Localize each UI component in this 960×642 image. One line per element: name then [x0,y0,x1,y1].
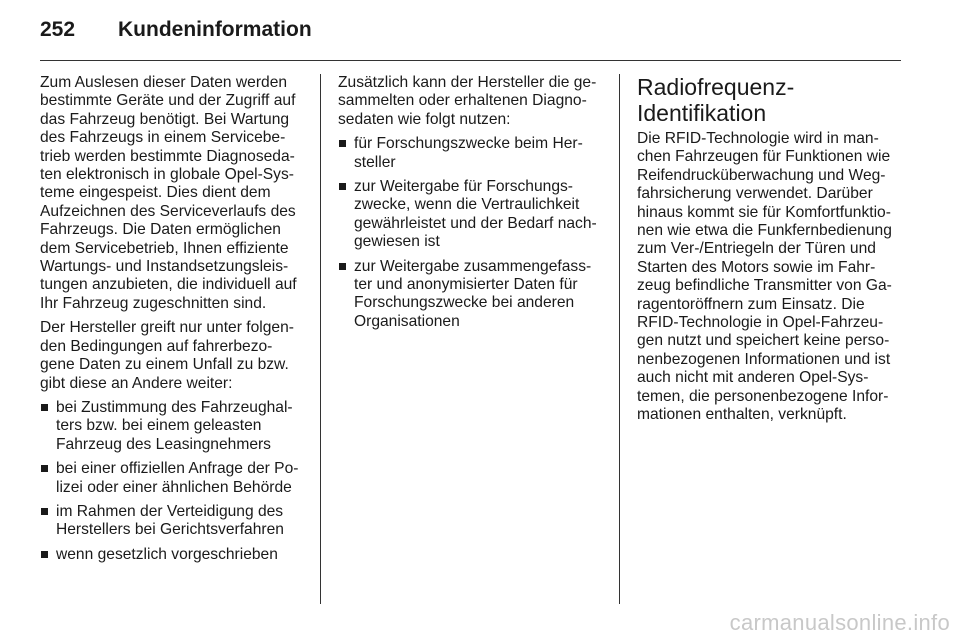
text-line: Fahrzeugs. Die Daten ermöglichen [40,221,281,239]
paragraph [338,74,606,129]
text-line: trieb werden bestimmte Diagnoseda- [40,147,295,165]
paragraph [637,130,905,425]
list-item [40,460,308,497]
text-line: Zum Auslesen dieser Daten werden [40,74,288,91]
text-line: nenbezogenen Informationen und ist [637,350,891,368]
text-line: tungen anzubieten, die individuell auf [40,276,297,294]
text-line: dem Servicebetrieb, Ihnen effiziente [40,239,289,257]
text-line: lizei oder einer ähnlichen Behörde [56,478,292,496]
list-item [40,503,308,540]
square-bullet-icon [41,465,48,472]
text-line: des Fahrzeugs in einem Servicebe- [40,129,286,147]
text-line: zum Ver-/Entriegeln der Türen und [637,240,876,258]
text-line: Forschungszwecke bei anderen [354,294,575,312]
text-line: Fahrzeug des Leasingnehmers [56,435,271,453]
list-item [338,258,606,332]
text-line: Aufzeichnen des Serviceverlaufs des [40,202,296,220]
text-line: den Bedingungen auf fahrerbezo- [40,337,273,355]
text-line: gene Daten zu einem Unfall zu bzw. [40,356,289,374]
page-title: Kundeninformation [118,18,312,41]
text-line: nen wie etwa die Funkfernbedienung [637,222,892,240]
text-line: sammelten oder erhaltenen Diagno- [338,92,587,110]
square-bullet-icon [41,551,48,558]
list-item [40,546,308,564]
text-line: gewiesen ist [354,233,440,251]
heading-line: Radiofrequenz- [637,74,795,100]
text-line: teme eingespeist. Dies dient dem [40,184,271,202]
text-line: Organisationen [354,312,460,330]
square-bullet-icon [339,263,346,270]
text-line: mationen enthalten, verknüpft. [637,406,847,424]
list-item [338,135,606,172]
square-bullet-icon [41,404,48,411]
column-3 [637,74,905,431]
text-line: zwecke, wenn die Vertraulichkeit [354,196,580,214]
text-line: ten elektronisch in globale Opel-Sys- [40,166,294,184]
text-line: bestimmte Geräte und der Zugriff auf [40,92,296,110]
square-bullet-icon [339,140,346,147]
column-2 [338,74,606,337]
text-line: Zusätzlich kann der Hersteller die ge- [338,74,597,91]
text-line: Herstellers bei Gerichtsverfahren [56,521,284,539]
text-line: gibt diese an Andere weiter: [40,374,233,392]
text-line: zur Weitergabe für Forschungs- [354,178,573,196]
text-line: das Fahrzeug benötigt. Bei Wartung [40,110,290,128]
paragraph [40,319,308,393]
text-line: bei Zustimmung des Fahrzeughal- [56,398,293,416]
text-line: steller [354,153,396,171]
page-number: 252 [40,18,76,41]
column-divider [320,74,321,604]
text-line: zur Weitergabe zusammengefass- [354,257,592,275]
square-bullet-icon [339,183,346,190]
text-line: temen, die personenbezogene Infor- [637,387,889,405]
text-line: Ihr Fahrzeug zugeschnitten sind. [40,294,267,312]
text-line: ter und anonymisierter Daten für [354,276,578,294]
text-line: auch nicht mit anderen Opel-Sys- [637,369,869,387]
text-line: gen nutzt und speichert keine perso- [637,332,890,350]
header-rule [40,60,901,61]
text-line: Der Hersteller greift nur unter folgen- [40,319,294,337]
square-bullet-icon [41,508,48,515]
text-line: Wartungs- und Instandsetzungsleis- [40,258,289,276]
text-line: gewährleistet und der Bedarf nach- [354,214,597,232]
column-1 [40,74,308,570]
text-line: hinaus kommt sie für Komfortfunktio- [637,203,891,221]
list-item [338,178,606,252]
section-heading [637,74,905,126]
text-line: Die RFID-Technologie wird in man- [637,130,879,147]
column-divider [619,74,620,604]
list-item [40,399,308,454]
text-line: Reifendrucküberwachung und Weg- [637,166,886,184]
text-line: fahrsicherung verwendet. Darüber [637,185,873,203]
text-line: sedaten wie folgt nutzen: [338,110,511,128]
text-line: ters bzw. bei einem geleasten [56,417,262,435]
text-line: Starten des Motors sowie im Fahr- [637,258,876,276]
text-line: chen Fahrzeugen für Funktionen wie [637,148,891,166]
text-line: bei einer offiziellen Anfrage der Po- [56,460,299,478]
text-line: wenn gesetzlich vorgeschrieben [56,545,278,563]
text-line: für Forschungszwecke beim Her- [354,135,583,153]
watermark: carmanualsonline.info [729,610,950,635]
paragraph [40,74,308,313]
text-line: RFID-Technologie in Opel-Fahrzeu- [637,314,884,332]
text-line: ragentoröffnern zum Einsatz. Die [637,295,865,313]
heading-line: Identifikation [637,100,767,126]
text-line: zeug befindliche Transmitter von Ga- [637,277,892,295]
text-line: im Rahmen der Verteidigung des [56,502,284,520]
